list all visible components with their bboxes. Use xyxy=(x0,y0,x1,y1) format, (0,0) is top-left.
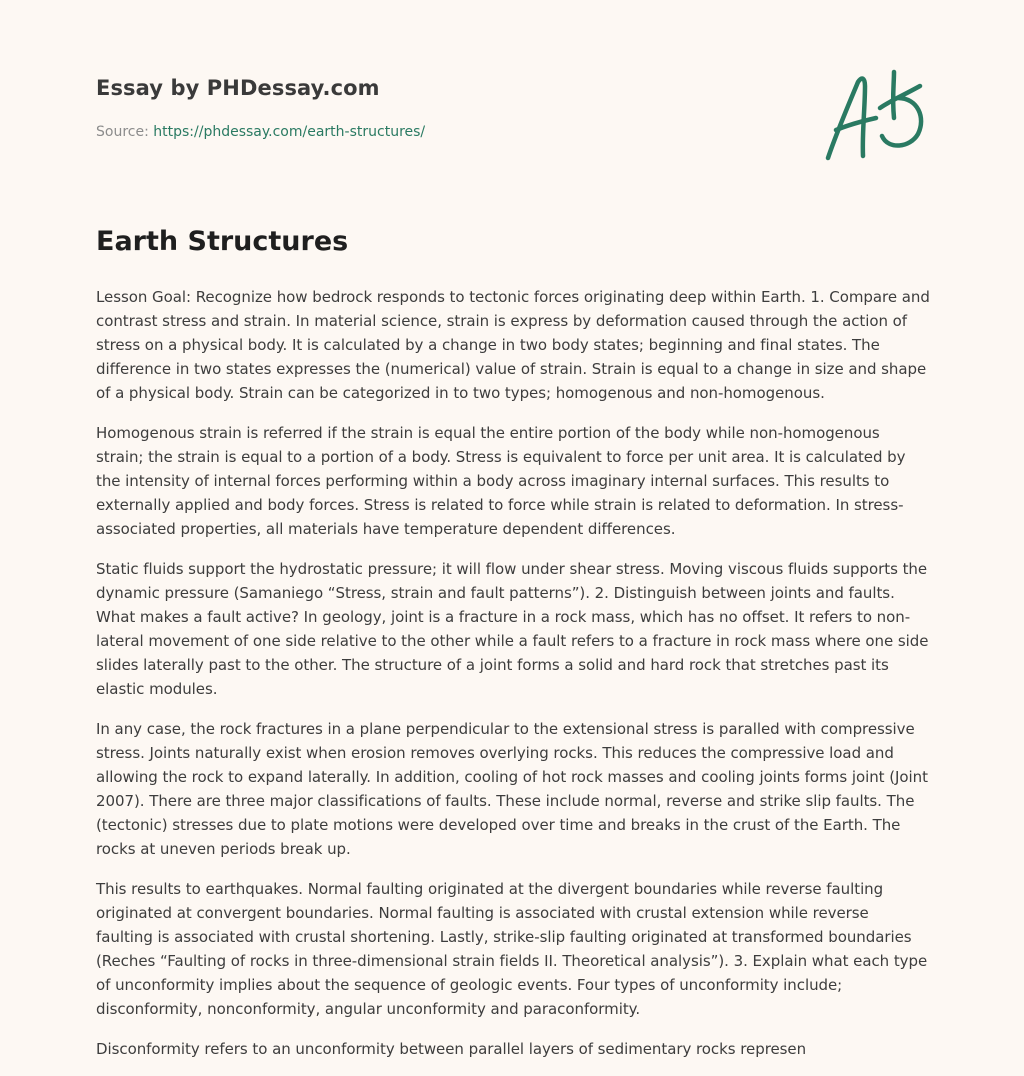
a-plus-logo-icon xyxy=(822,68,928,166)
article-paragraph: Static fluids support the hydrostatic pressure; it will flow under shear stress. Moving viscous fluids supports the dynamic pressure (Samaniego “Stress, strain and fault patterns”). 2. Distinguish between joints and faults. What makes a fault active? In geology, joint is a fracture in a rock mass, which has no offset. It refers to non-lateral movement of one side relative to the other while a fault refers to a fracture in rock mass where one side slides laterally past to the other. The structure of a joint forms a solid and hard rock that stretches past its elastic modules. xyxy=(96,560,929,698)
article-paragraph: Disconformity refers to an unconformity between parallel layers of sedimentary rocks represen xyxy=(96,1040,807,1058)
article-paragraph: Lesson Goal: Recognize how bedrock responds to tectonic forces originating deep within Earth. 1. Compare and contrast stress and strain. In material science, strain is express by deformation caused through the action of stress on a physical body. It is calculated by a change in two body states; beginning and final states. The difference in two states expresses the (numerical) value of strain. Strain is equal to a change in size and shape of a physical body. Strain can be categorized in to two types; homogenous and non-homogenous. xyxy=(96,288,930,402)
source-line xyxy=(96,124,425,140)
source-link[interactable]: https://phdessay.com/earth-structures/ xyxy=(153,124,426,140)
article-paragraph: This results to earthquakes. Normal faulting originated at the divergent boundaries while reverse faulting originated at convergent boundaries. Normal faulting is associated with crustal extension while reverse faulting is associated with crustal shortening. Lastly, strike-slip faulting originated at transformed boundaries (Reches “Faulting of rocks in three-dimensional strain fields II. Theoretical analysis”). 3. Explain what each type of unconformity implies about the sequence of geologic events. Four types of unconformity include; disconformity, nonconformity, angular unconformity and paraconformity. xyxy=(96,880,928,1018)
article-title: Earth Structures xyxy=(96,226,349,257)
article-paragraph: Homogenous strain is referred if the strain is equal the entire portion of the body while non-homogenous strain; the strain is equal to a portion of a body. Stress is equivalent to force per unit area. It is calculated by the intensity of internal forces performing within a body across imaginary internal surfaces. This results to externally applied and body forces. Stress is related to force while strain is related to deformation. In stress-associated properties, all materials have temperature dependent differences. xyxy=(96,424,906,538)
article-body xyxy=(96,285,930,1076)
site-brand: Essay by PHDessay.com xyxy=(96,76,380,100)
article-paragraph: In any case, the rock fractures in a plane perpendicular to the extensional stress is paralled with compressive stress. Joints naturally exist when erosion removes overlying rocks. This reduces the compressive load and allowing the rock to expand laterally. In addition, cooling of hot rock masses and cooling joints forms joint (Joint 2007). There are three major classifications of faults. These include normal, reverse and strike slip faults. The (tectonic) stresses due to plate motions were developed over time and breaks in the crust of the Earth. The rocks at uneven periods break up. xyxy=(96,720,928,858)
source-label: Source: xyxy=(96,124,149,140)
